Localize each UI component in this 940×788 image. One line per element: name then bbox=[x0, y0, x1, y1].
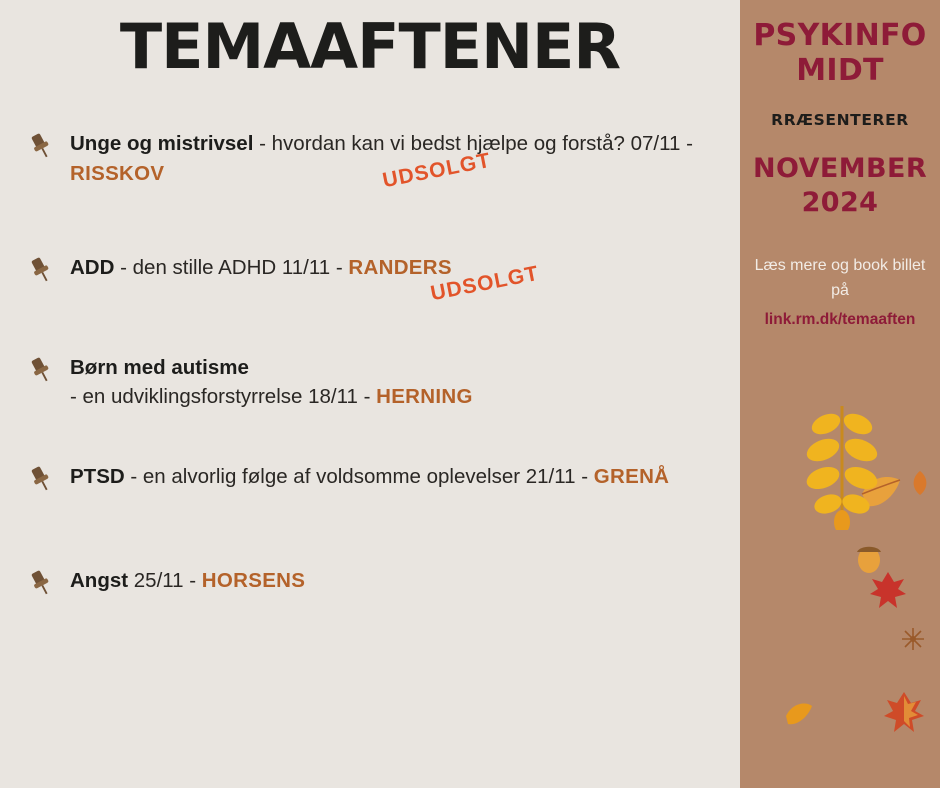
seed-icon bbox=[900, 626, 926, 657]
pin-icon bbox=[26, 131, 56, 161]
year-label: 2024 bbox=[801, 187, 879, 219]
event-description: - den stille ADHD 11/11 - bbox=[114, 255, 349, 279]
pin-icon bbox=[26, 255, 56, 285]
event-text bbox=[70, 253, 710, 283]
event-city: GRENÅ bbox=[593, 464, 670, 488]
month-label: NOVEMBER bbox=[752, 152, 928, 184]
event-city: HERNING bbox=[376, 385, 473, 409]
event-title: Unge og mistrivsel bbox=[70, 132, 254, 156]
event-city: RISSKOV bbox=[70, 161, 165, 185]
event-list bbox=[0, 79, 740, 616]
leaf-icon bbox=[784, 700, 814, 733]
booking-info bbox=[740, 254, 940, 332]
event-city: HORSENS bbox=[201, 568, 306, 592]
event-description: 25/11 - bbox=[128, 568, 202, 592]
event-description: - en alvorlig følge af voldsomme oplevelser 21/11 - bbox=[124, 464, 594, 488]
poster-sidebar bbox=[740, 0, 940, 788]
event-title: PTSD bbox=[70, 464, 125, 488]
ash-leaf-icon bbox=[798, 400, 884, 530]
brand-name bbox=[740, 0, 940, 89]
brand-line-2: MIDT bbox=[796, 53, 884, 89]
page-title: TEMAAFTENER bbox=[119, 10, 621, 83]
list-item bbox=[0, 129, 740, 193]
maple-leaf-icon bbox=[882, 690, 926, 741]
pin-icon bbox=[26, 464, 56, 494]
status-badge: UDSOLGT bbox=[428, 261, 541, 305]
event-text bbox=[70, 462, 710, 492]
leaf-icon bbox=[908, 470, 932, 501]
event-text bbox=[70, 566, 710, 596]
list-item bbox=[0, 462, 740, 512]
event-description: - en udviklingsforstyrrelse 18/11 - bbox=[70, 385, 377, 409]
presents-label: RRÆSENTERER bbox=[771, 110, 909, 129]
list-item bbox=[0, 253, 740, 303]
event-city: RANDERS bbox=[348, 255, 452, 279]
brand-line-1: PSYKINFO bbox=[753, 18, 927, 53]
event-title: Angst bbox=[70, 568, 129, 592]
list-item bbox=[0, 566, 740, 616]
status-badge: UDSOLGT bbox=[380, 148, 493, 193]
maple-leaf-icon bbox=[868, 570, 908, 617]
pin-icon bbox=[26, 568, 56, 598]
event-title: ADD bbox=[70, 255, 115, 279]
event-title: Børn med autisme bbox=[70, 355, 249, 379]
event-description: - hvordan kan vi bedst hjælpe og forstå? 07/11 - bbox=[253, 132, 693, 156]
pin-icon bbox=[26, 355, 56, 385]
list-item bbox=[0, 353, 740, 412]
event-text bbox=[70, 353, 710, 412]
booking-text: Læs mere og book billet på bbox=[754, 257, 926, 299]
booking-link[interactable]: link.rm.dk/temaaften bbox=[764, 310, 916, 328]
